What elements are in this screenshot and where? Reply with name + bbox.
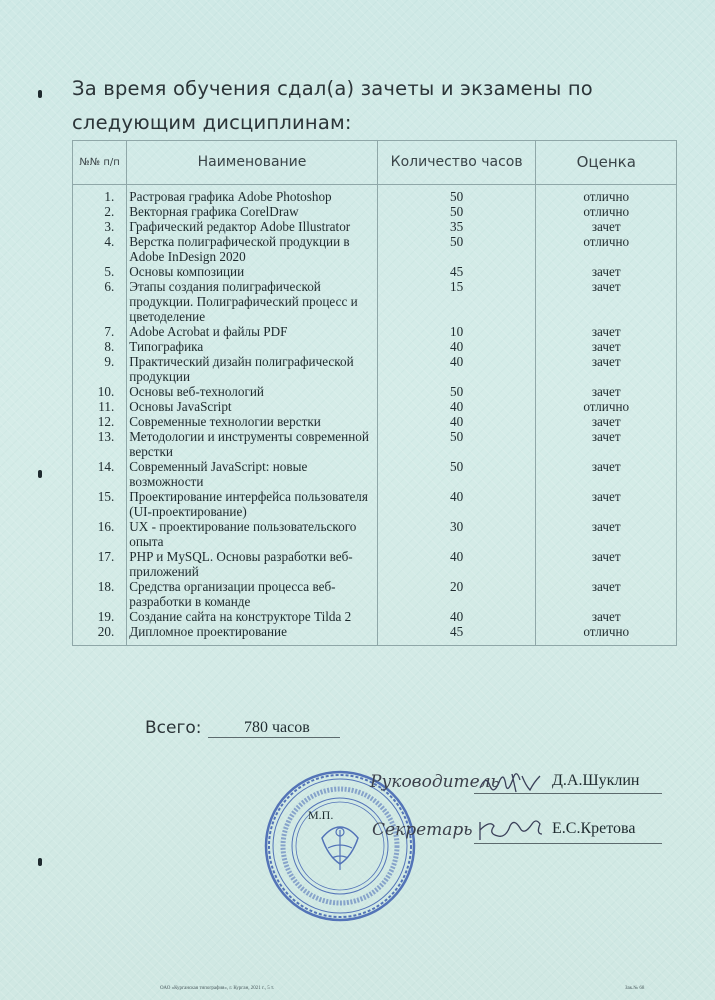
head-name: Д.А.Шуклин <box>552 772 640 789</box>
row-hours: 20 <box>377 579 536 609</box>
printer-footer: ОАО «Курганская типография», г. Курган, 2021 г., 5 т. <box>160 986 275 991</box>
row-hours: 45 <box>377 264 536 279</box>
table-row <box>73 414 677 429</box>
head-label: Руководитель <box>370 772 500 792</box>
row-discipline: Проектирование интерфейса пользователя (UI-проектирование) <box>127 489 378 519</box>
row-hours: 40 <box>377 489 536 519</box>
header-number: №№ п/п <box>73 141 127 185</box>
header-name: Наименование <box>127 141 378 185</box>
row-hours: 35 <box>377 219 536 234</box>
row-grade: зачет <box>536 489 677 519</box>
row-number: 12. <box>73 414 127 429</box>
table-row <box>73 204 677 219</box>
row-discipline: Современные технологии верстки <box>127 414 378 429</box>
row-hours: 30 <box>377 519 536 549</box>
total-value: 780 часов <box>244 719 310 736</box>
table-header-row <box>73 141 677 185</box>
row-grade: зачет <box>536 354 677 384</box>
row-number: 3. <box>73 219 127 234</box>
order-number: Зак.№ 68 <box>625 986 645 991</box>
row-number: 19. <box>73 609 127 624</box>
table-row <box>73 384 677 399</box>
row-discipline: Основы веб-технологий <box>127 384 378 399</box>
row-hours: 40 <box>377 354 536 384</box>
page-heading: За время обучения сдал(а) зачеты и экзамены по следующим дисциплинам: <box>72 77 593 134</box>
table-row <box>73 579 677 609</box>
secretary-label: Секретарь <box>372 820 473 840</box>
row-number: 17. <box>73 549 127 579</box>
row-grade: зачет <box>536 384 677 399</box>
row-grade: зачет <box>536 279 677 324</box>
row-hours: 50 <box>377 185 536 205</box>
row-discipline: Основы JavaScript <box>127 399 378 414</box>
total-label: Всего: <box>145 718 202 738</box>
row-hours: 50 <box>377 234 536 264</box>
row-discipline: Графический редактор Adobe Illustrator <box>127 219 378 234</box>
secretary-name: Е.С.Кретова <box>552 820 636 837</box>
header-grade: Оценка <box>536 141 677 185</box>
row-grade: зачет <box>536 519 677 549</box>
row-grade: зачет <box>536 264 677 279</box>
row-hours: 50 <box>377 384 536 399</box>
row-grade: зачет <box>536 414 677 429</box>
row-discipline: Векторная графика CorelDraw <box>127 204 378 219</box>
row-number: 15. <box>73 489 127 519</box>
secretary-signature-line <box>474 843 662 844</box>
table-row <box>73 219 677 234</box>
row-grade: отлично <box>536 399 677 414</box>
row-grade: отлично <box>536 234 677 264</box>
head-signature-line <box>474 793 662 794</box>
row-number: 20. <box>73 624 127 646</box>
table-row <box>73 624 677 646</box>
row-hours: 50 <box>377 459 536 489</box>
row-discipline: Методологии и инструменты современной верстки <box>127 429 378 459</box>
table-row <box>73 429 677 459</box>
row-discipline: Практический дизайн полиграфической продукции <box>127 354 378 384</box>
table-row <box>73 609 677 624</box>
row-discipline: Средства организации процесса веб-разработки в команде <box>127 579 378 609</box>
punch-mark <box>38 858 42 866</box>
row-number: 13. <box>73 429 127 459</box>
table-row <box>73 519 677 549</box>
row-number: 5. <box>73 264 127 279</box>
table-row <box>73 185 677 205</box>
table-row <box>73 279 677 324</box>
row-grade: зачет <box>536 579 677 609</box>
row-number: 9. <box>73 354 127 384</box>
table-row <box>73 489 677 519</box>
row-grade: зачет <box>536 609 677 624</box>
row-hours: 45 <box>377 624 536 646</box>
row-grade: зачет <box>536 339 677 354</box>
row-discipline: Создание сайта на конструкторе Tilda 2 <box>127 609 378 624</box>
row-discipline: PHP и MySQL. Основы разработки веб-приложений <box>127 549 378 579</box>
row-grade: зачет <box>536 429 677 459</box>
row-number: 10. <box>73 384 127 399</box>
table-row <box>73 264 677 279</box>
row-discipline: Adobe Acrobat и файлы PDF <box>127 324 378 339</box>
total-underline <box>208 737 340 738</box>
row-hours: 50 <box>377 204 536 219</box>
table-row <box>73 234 677 264</box>
row-discipline: Верстка полиграфической продукции в Adobe InDesign 2020 <box>127 234 378 264</box>
row-discipline: Этапы создания полиграфической продукции. Полиграфический процесс и цветоделение <box>127 279 378 324</box>
row-discipline: UX - проектирование пользовательского опыта <box>127 519 378 549</box>
row-hours: 40 <box>377 609 536 624</box>
row-grade: отлично <box>536 204 677 219</box>
row-grade: зачет <box>536 324 677 339</box>
punch-mark <box>38 90 42 98</box>
row-hours: 10 <box>377 324 536 339</box>
row-number: 16. <box>73 519 127 549</box>
row-number: 4. <box>73 234 127 264</box>
row-hours: 40 <box>377 414 536 429</box>
row-grade: зачет <box>536 219 677 234</box>
row-discipline: Современный JavaScript: новые возможности <box>127 459 378 489</box>
row-number: 7. <box>73 324 127 339</box>
row-discipline: Типографика <box>127 339 378 354</box>
table-row <box>73 339 677 354</box>
row-discipline: Растровая графика Adobe Photoshop <box>127 185 378 205</box>
row-grade: зачет <box>536 459 677 489</box>
row-number: 6. <box>73 279 127 324</box>
row-hours: 40 <box>377 399 536 414</box>
row-grade: отлично <box>536 185 677 205</box>
row-number: 18. <box>73 579 127 609</box>
row-number: 11. <box>73 399 127 414</box>
row-hours: 40 <box>377 549 536 579</box>
row-hours: 50 <box>377 429 536 459</box>
row-number: 8. <box>73 339 127 354</box>
row-hours: 40 <box>377 339 536 354</box>
header-hours: Количество часов <box>377 141 536 185</box>
row-discipline: Дипломное проектирование <box>127 624 378 646</box>
row-hours: 15 <box>377 279 536 324</box>
row-discipline: Основы композиции <box>127 264 378 279</box>
table-row <box>73 354 677 384</box>
disciplines-table <box>72 140 677 646</box>
table-row <box>73 399 677 414</box>
row-grade: отлично <box>536 624 677 646</box>
row-number: 14. <box>73 459 127 489</box>
punch-mark <box>38 470 42 478</box>
row-grade: зачет <box>536 549 677 579</box>
table-row <box>73 324 677 339</box>
table-row <box>73 549 677 579</box>
table-row <box>73 459 677 489</box>
stamp-place-label: М.П. <box>308 808 334 822</box>
row-number: 1. <box>73 185 127 205</box>
row-number: 2. <box>73 204 127 219</box>
